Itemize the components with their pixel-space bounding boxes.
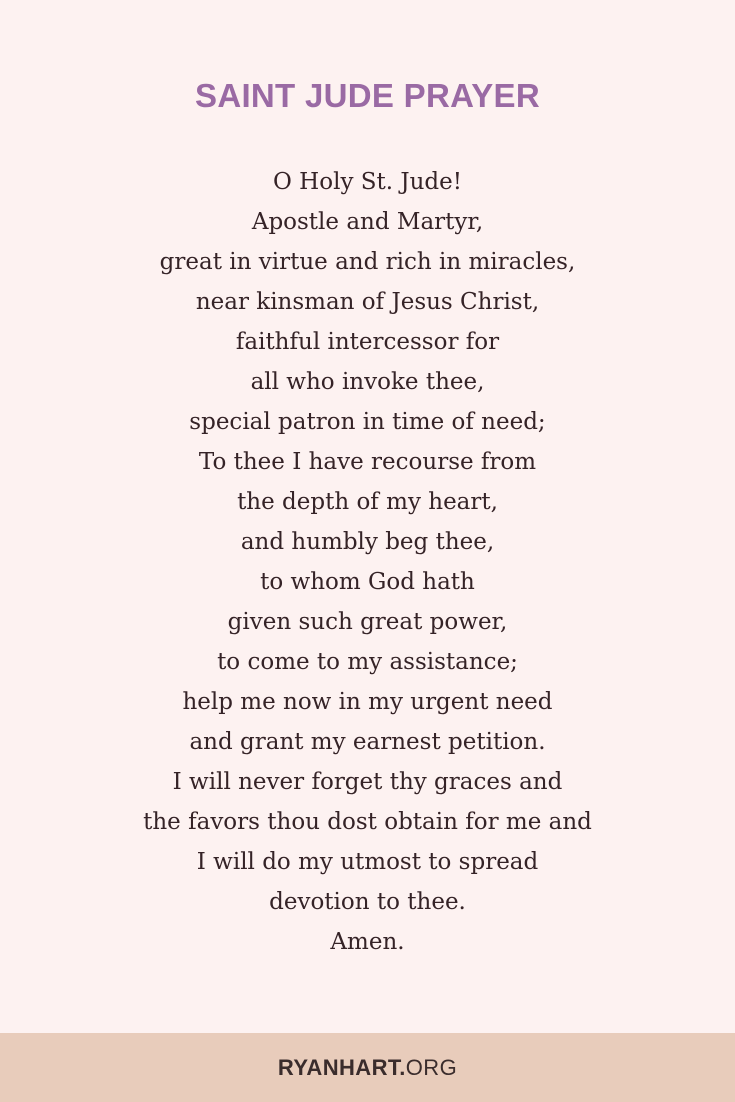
- prayer-line: help me now in my urgent need: [182, 689, 553, 715]
- prayer-line: all who invoke thee,: [250, 369, 485, 395]
- prayer-line: great in virtue and rich in miracles,: [159, 249, 576, 275]
- prayer-line: Amen.: [330, 929, 405, 955]
- prayer-line: Apostle and Martyr,: [251, 209, 484, 235]
- prayer-line: special patron in time of need;: [189, 409, 546, 435]
- footer-brand-bold: RYANHART.: [277, 1055, 406, 1080]
- prayer-line: devotion to thee.: [269, 889, 466, 915]
- footer-brand-light: ORG: [405, 1055, 458, 1080]
- prayer-line: faithful intercessor for: [235, 329, 500, 355]
- prayer-line: To thee I have recourse from: [198, 449, 537, 475]
- prayer-line: the favors thou dost obtain for me and: [143, 809, 592, 835]
- prayer-text: [0, 162, 735, 962]
- footer-band: [0, 1033, 735, 1102]
- prayer-line: the depth of my heart,: [237, 489, 498, 515]
- prayer-line: I will do my utmost to spread: [196, 849, 539, 875]
- prayer-line: I will never forget thy graces and: [172, 769, 563, 795]
- page-title: SAINT JUDE PRAYER: [195, 77, 540, 114]
- prayer-line: near kinsman of Jesus Christ,: [195, 289, 540, 315]
- prayer-line: O Holy St. Jude!: [273, 169, 462, 195]
- prayer-line: to whom God hath: [260, 569, 475, 595]
- prayer-line: and grant my earnest petition.: [189, 729, 546, 755]
- prayer-line: given such great power,: [227, 609, 508, 635]
- prayer-line: and humbly beg thee,: [240, 529, 495, 555]
- prayer-line: to come to my assistance;: [217, 649, 518, 675]
